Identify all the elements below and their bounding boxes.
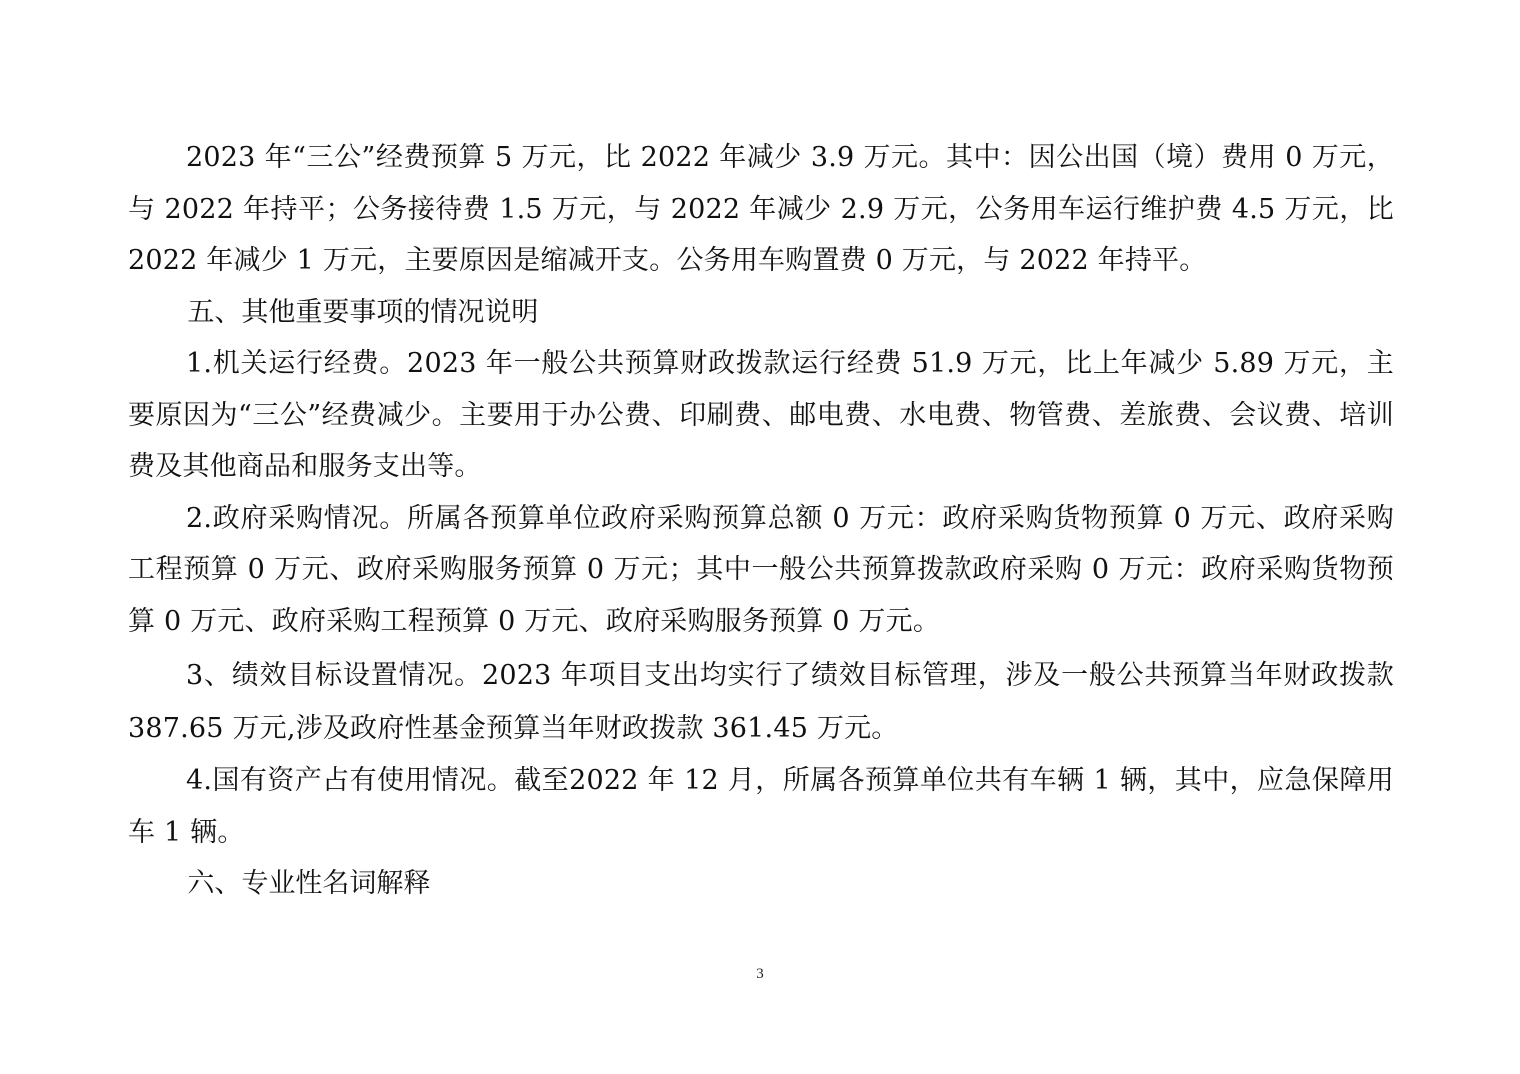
page-number: 3: [756, 966, 764, 982]
paragraph-government-procurement: 2.政府采购情况。所属各预算单位政府采购预算总额 0 万元：政府采购货物预算 0 万元、政府采购工程预算 0 万元、政府采购服务预算 0 万元；其中一般公共预算拨款政府采购 0 万元：政府采购货物预算 0 万元、政府采购工程预算 0 万元、政府采购服务预算 0 万元。: [128, 502, 1394, 637]
section-heading-five: 五、其他重要事项的情况说明: [187, 296, 539, 328]
paragraph-performance-targets: 3、绩效目标设置情况。2023 年项目支出均实行了绩效目标管理，涉及一般公共预算当年财政拨款 387.65 万元,涉及政府性基金预算当年财政拨款 361.45 万元。: [128, 660, 1394, 744]
paragraph-three-public-expenses: 2023 年“三公”经费预算 5 万元，比 2022 年减少 3.9 万元。其中：因公出国（境）费用 0 万元，与 2022 年持平；公务接待费 1.5 万元，与 2022 年减少 2.9 万元，公务用车运行维护费 4.5 万元，比 2022 年减少 1 万元，主要原因是缩减开支。公务用车购置费 0 万元，与 2022 年持平。: [128, 142, 1394, 276]
paragraph-operating-expenses: 1.机关运行经费。2023 年一般公共预算财政拨款运行经费 51.9 万元，比上年减少 5.89 万元，主要原因为“三公”经费减少。主要用于办公费、印刷费、邮电费、水电费、物管费、差旅费、会议费、培训费及其他商品和服务支出等。: [128, 348, 1394, 482]
paragraph-state-assets: 4.国有资产占有使用情况。截至2022 年 12 月，所属各预算单位共有车辆 1 辆，其中，应急保障用车 1 辆。: [128, 765, 1394, 848]
document-body: [128, 132, 1394, 910]
section-heading-six: 六、专业性名词解释: [187, 868, 431, 899]
